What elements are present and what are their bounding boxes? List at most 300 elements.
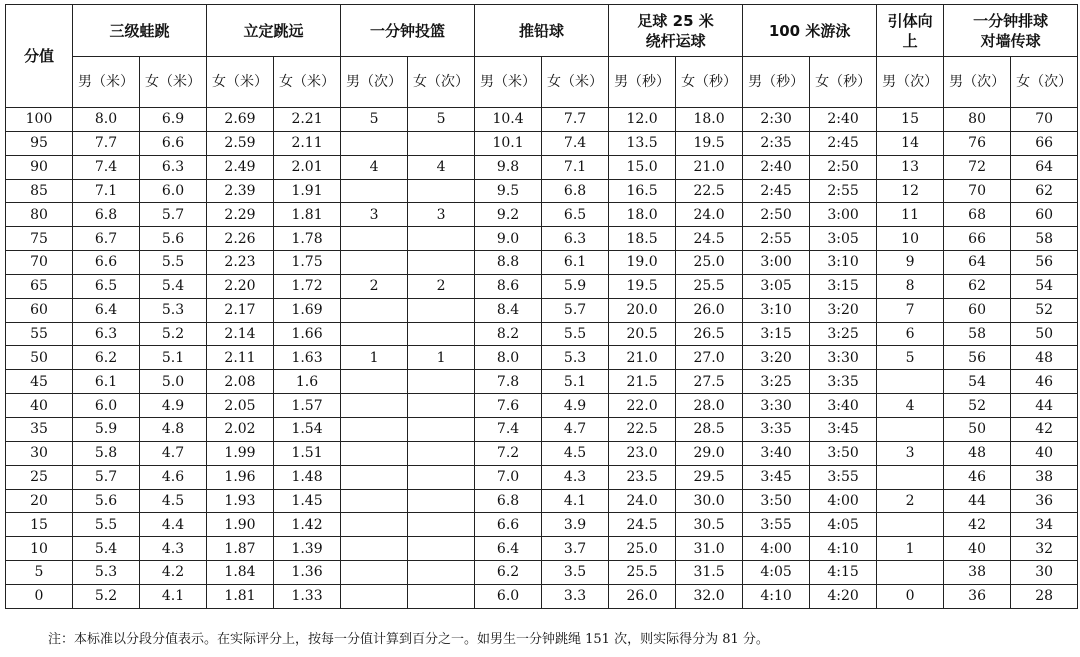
table-cell: 70 — [944, 179, 1011, 203]
table-cell: 22.5 — [609, 417, 676, 441]
table-cell: 46 — [1011, 370, 1078, 394]
table-cell: 1.75 — [274, 251, 341, 275]
table-cell: 21.0 — [676, 155, 743, 179]
table-cell: 1.81 — [274, 203, 341, 227]
table-cell: 2:35 — [743, 131, 810, 155]
table-cell: 13.5 — [609, 131, 676, 155]
sub-header: 男（米） — [475, 57, 542, 108]
table-cell: 5.1 — [542, 370, 609, 394]
score-value-cell: 50 — [6, 346, 73, 370]
table-cell — [408, 251, 475, 275]
table-cell — [341, 322, 408, 346]
table-row — [6, 108, 1078, 132]
table-cell: 28.5 — [676, 417, 743, 441]
table-cell: 4:20 — [810, 584, 877, 608]
table-cell: 9.5 — [475, 179, 542, 203]
table-cell — [877, 465, 944, 489]
table-cell: 25.5 — [609, 561, 676, 585]
table-cell — [341, 370, 408, 394]
table-cell: 58 — [944, 322, 1011, 346]
header-row-groups — [6, 5, 1078, 57]
score-value-cell: 40 — [6, 394, 73, 418]
table-cell: 38 — [944, 561, 1011, 585]
table-cell: 36 — [1011, 489, 1078, 513]
table-cell: 4:10 — [743, 584, 810, 608]
table-cell: 1.63 — [274, 346, 341, 370]
table-cell: 4.5 — [542, 441, 609, 465]
table-cell: 3:35 — [743, 417, 810, 441]
table-cell: 4.7 — [140, 441, 207, 465]
table-cell: 4.3 — [140, 537, 207, 561]
table-cell: 3:05 — [810, 227, 877, 251]
table-cell: 66 — [944, 227, 1011, 251]
table-cell: 14 — [877, 131, 944, 155]
table-cell: 4.1 — [542, 489, 609, 513]
table-cell: 1 — [408, 346, 475, 370]
table-row — [6, 441, 1078, 465]
table-cell: 21.0 — [609, 346, 676, 370]
table-cell — [408, 227, 475, 251]
table-cell: 7.1 — [73, 179, 140, 203]
table-cell: 2:40 — [743, 155, 810, 179]
table-cell: 31.0 — [676, 537, 743, 561]
table-cell: 3:00 — [743, 251, 810, 275]
table-cell: 1.57 — [274, 394, 341, 418]
table-row — [6, 298, 1078, 322]
table-cell: 6.0 — [73, 394, 140, 418]
table-cell: 10.1 — [475, 131, 542, 155]
table-cell: 44 — [1011, 394, 1078, 418]
table-cell: 6.3 — [73, 322, 140, 346]
table-cell: 4:05 — [743, 561, 810, 585]
table-cell: 34 — [1011, 513, 1078, 537]
table-cell: 50 — [944, 417, 1011, 441]
table-cell: 1.96 — [207, 465, 274, 489]
table-cell — [408, 584, 475, 608]
table-cell: 1.66 — [274, 322, 341, 346]
table-cell: 32 — [1011, 537, 1078, 561]
table-cell: 8 — [877, 274, 944, 298]
group-header-shot-put: 推铅球 — [475, 5, 609, 57]
table-cell — [341, 561, 408, 585]
table-row — [6, 537, 1078, 561]
table-cell: 5.7 — [542, 298, 609, 322]
table-cell — [341, 227, 408, 251]
table-cell — [408, 131, 475, 155]
table-cell: 4 — [408, 155, 475, 179]
table-cell: 12.0 — [609, 108, 676, 132]
table-cell — [341, 465, 408, 489]
table-cell: 2:55 — [810, 179, 877, 203]
table-cell: 4 — [341, 155, 408, 179]
table-cell: 5.7 — [140, 203, 207, 227]
table-cell: 7.1 — [542, 155, 609, 179]
table-cell — [341, 489, 408, 513]
group-header-triple-jump: 三级蛙跳 — [73, 5, 207, 57]
table-cell: 8.8 — [475, 251, 542, 275]
sub-header: 女（秒） — [810, 57, 877, 108]
table-cell: 3:55 — [743, 513, 810, 537]
score-value-cell: 0 — [6, 584, 73, 608]
table-cell: 5.3 — [140, 298, 207, 322]
table-cell: 3:10 — [743, 298, 810, 322]
table-cell: 5.2 — [73, 584, 140, 608]
table-cell: 3 — [341, 203, 408, 227]
table-cell: 4.8 — [140, 417, 207, 441]
table-cell: 1.54 — [274, 417, 341, 441]
table-cell: 38 — [1011, 465, 1078, 489]
table-row — [6, 179, 1078, 203]
table-cell: 56 — [944, 346, 1011, 370]
table-cell: 7.7 — [73, 131, 140, 155]
table-cell — [341, 394, 408, 418]
table-cell: 8.0 — [475, 346, 542, 370]
table-cell: 2 — [877, 489, 944, 513]
table-cell: 42 — [1011, 417, 1078, 441]
table-cell: 2 — [341, 274, 408, 298]
table-cell: 9.0 — [475, 227, 542, 251]
table-cell: 3.3 — [542, 584, 609, 608]
table-cell: 26.0 — [609, 584, 676, 608]
table-row — [6, 203, 1078, 227]
table-cell: 12 — [877, 179, 944, 203]
table-cell: 5 — [877, 346, 944, 370]
table-cell: 7.4 — [73, 155, 140, 179]
table-row — [6, 489, 1078, 513]
sub-header: 女（次） — [1011, 57, 1078, 108]
table-cell: 6.4 — [73, 298, 140, 322]
sub-header: 女（秒） — [676, 57, 743, 108]
table-cell: 5 — [341, 108, 408, 132]
table-cell: 1.91 — [274, 179, 341, 203]
table-cell: 44 — [944, 489, 1011, 513]
table-cell: 3:05 — [743, 274, 810, 298]
table-cell: 5.0 — [140, 370, 207, 394]
table-cell: 48 — [1011, 346, 1078, 370]
table-cell: 10 — [877, 227, 944, 251]
table-cell: 1.45 — [274, 489, 341, 513]
table-cell: 3:10 — [810, 251, 877, 275]
table-cell: 6.6 — [475, 513, 542, 537]
table-cell: 13 — [877, 155, 944, 179]
table-cell — [877, 513, 944, 537]
table-cell: 24.5 — [609, 513, 676, 537]
table-cell: 8.2 — [475, 322, 542, 346]
table-cell: 3:50 — [743, 489, 810, 513]
table-cell — [877, 370, 944, 394]
group-header-basketball-shooting: 一分钟投篮 — [341, 5, 475, 57]
table-cell — [341, 441, 408, 465]
table-row — [6, 131, 1078, 155]
table-cell: 7.4 — [542, 131, 609, 155]
score-value-cell: 30 — [6, 441, 73, 465]
group-header-volleyball-pass: 一分钟排球 对墙传球 — [944, 5, 1078, 57]
table-cell: 2.23 — [207, 251, 274, 275]
sub-header: 女（次） — [408, 57, 475, 108]
table-row — [6, 274, 1078, 298]
table-cell: 2.69 — [207, 108, 274, 132]
table-cell — [408, 441, 475, 465]
table-cell: 2:30 — [743, 108, 810, 132]
table-cell: 40 — [1011, 441, 1078, 465]
table-cell: 27.5 — [676, 370, 743, 394]
table-cell: 10.4 — [475, 108, 542, 132]
table-cell — [408, 417, 475, 441]
score-value-cell: 10 — [6, 537, 73, 561]
table-cell: 80 — [944, 108, 1011, 132]
table-cell: 3:30 — [743, 394, 810, 418]
sub-header: 女（米） — [274, 57, 341, 108]
table-cell: 2.08 — [207, 370, 274, 394]
table-cell: 5.8 — [73, 441, 140, 465]
table-cell: 2.01 — [274, 155, 341, 179]
table-cell: 1.93 — [207, 489, 274, 513]
table-cell: 25.0 — [676, 251, 743, 275]
score-value-cell: 25 — [6, 465, 73, 489]
table-cell: 3:20 — [810, 298, 877, 322]
table-cell: 46 — [944, 465, 1011, 489]
table-cell: 3:40 — [743, 441, 810, 465]
score-value-cell: 75 — [6, 227, 73, 251]
table-cell: 1 — [877, 537, 944, 561]
score-value-cell: 80 — [6, 203, 73, 227]
score-value-cell: 90 — [6, 155, 73, 179]
table-row — [6, 227, 1078, 251]
table-cell: 4:00 — [743, 537, 810, 561]
table-cell: 2.05 — [207, 394, 274, 418]
table-cell: 3:00 — [810, 203, 877, 227]
table-cell: 24.0 — [676, 203, 743, 227]
table-cell: 2:55 — [743, 227, 810, 251]
table-cell: 3 — [408, 203, 475, 227]
score-value-cell: 65 — [6, 274, 73, 298]
table-cell — [408, 179, 475, 203]
table-cell: 6.8 — [475, 489, 542, 513]
table-cell: 3.7 — [542, 537, 609, 561]
table-cell: 5 — [408, 108, 475, 132]
table-cell: 70 — [1011, 108, 1078, 132]
table-cell: 6.8 — [542, 179, 609, 203]
table-cell: 5.5 — [140, 251, 207, 275]
table-cell: 5.2 — [140, 322, 207, 346]
table-cell: 3 — [877, 441, 944, 465]
table-cell: 56 — [1011, 251, 1078, 275]
table-cell: 48 — [944, 441, 1011, 465]
table-cell: 8.4 — [475, 298, 542, 322]
table-cell: 4:10 — [810, 537, 877, 561]
table-cell: 1.42 — [274, 513, 341, 537]
table-cell: 21.5 — [609, 370, 676, 394]
table-cell — [408, 465, 475, 489]
table-cell: 66 — [1011, 131, 1078, 155]
table-cell: 3:30 — [810, 346, 877, 370]
table-cell: 24.5 — [676, 227, 743, 251]
table-cell: 8.0 — [73, 108, 140, 132]
table-cell: 1.72 — [274, 274, 341, 298]
table-cell: 1.69 — [274, 298, 341, 322]
table-cell: 18.0 — [676, 108, 743, 132]
table-cell: 22.0 — [609, 394, 676, 418]
table-cell: 5.3 — [73, 561, 140, 585]
table-cell: 23.5 — [609, 465, 676, 489]
table-cell: 1 — [341, 346, 408, 370]
table-cell — [408, 489, 475, 513]
table-cell: 4.3 — [542, 465, 609, 489]
table-cell: 2.11 — [207, 346, 274, 370]
table-cell: 3:15 — [810, 274, 877, 298]
sub-header: 男（米） — [73, 57, 140, 108]
table-cell: 4.4 — [140, 513, 207, 537]
table-cell: 7 — [877, 298, 944, 322]
table-cell: 6.8 — [73, 203, 140, 227]
table-cell: 5.7 — [73, 465, 140, 489]
table-cell: 2.26 — [207, 227, 274, 251]
table-cell: 3:40 — [810, 394, 877, 418]
table-cell: 1.81 — [207, 584, 274, 608]
table-cell: 3:15 — [743, 322, 810, 346]
sub-header: 男（秒） — [743, 57, 810, 108]
table-cell: 40 — [944, 537, 1011, 561]
table-cell: 64 — [1011, 155, 1078, 179]
table-cell: 4 — [877, 394, 944, 418]
table-cell — [408, 370, 475, 394]
table-cell: 6.2 — [475, 561, 542, 585]
table-cell: 28.0 — [676, 394, 743, 418]
table-cell: 6.1 — [73, 370, 140, 394]
table-cell: 7.6 — [475, 394, 542, 418]
table-cell: 1.33 — [274, 584, 341, 608]
table-cell — [341, 537, 408, 561]
table-cell — [341, 179, 408, 203]
group-header-football-dribble: 足球 25 米 绕杆运球 — [609, 5, 743, 57]
table-cell — [341, 298, 408, 322]
table-cell — [408, 537, 475, 561]
table-cell — [408, 322, 475, 346]
table-cell: 6 — [877, 322, 944, 346]
table-cell: 27.0 — [676, 346, 743, 370]
table-cell: 5.6 — [140, 227, 207, 251]
sub-header: 男（次） — [341, 57, 408, 108]
table-cell: 30.5 — [676, 513, 743, 537]
table-cell: 3:25 — [810, 322, 877, 346]
table-cell: 2:50 — [810, 155, 877, 179]
table-cell: 3.5 — [542, 561, 609, 585]
table-cell: 7.4 — [475, 417, 542, 441]
table-cell: 1.36 — [274, 561, 341, 585]
table-cell: 2.14 — [207, 322, 274, 346]
table-cell: 4:15 — [810, 561, 877, 585]
table-cell — [408, 394, 475, 418]
table-cell: 2.11 — [274, 131, 341, 155]
table-cell: 2.39 — [207, 179, 274, 203]
table-cell: 3:25 — [743, 370, 810, 394]
table-cell: 6.5 — [542, 203, 609, 227]
table-cell: 6.4 — [475, 537, 542, 561]
table-row — [6, 584, 1078, 608]
header-row-units — [6, 57, 1078, 108]
table-cell: 2:45 — [743, 179, 810, 203]
table-cell: 2.02 — [207, 417, 274, 441]
table-cell: 3:50 — [810, 441, 877, 465]
table-cell: 6.3 — [140, 155, 207, 179]
table-cell — [408, 561, 475, 585]
table-row — [6, 251, 1078, 275]
table-cell: 52 — [944, 394, 1011, 418]
table-cell: 19.0 — [609, 251, 676, 275]
table-cell: 30.0 — [676, 489, 743, 513]
table-cell: 1.78 — [274, 227, 341, 251]
table-cell: 54 — [1011, 274, 1078, 298]
table-cell: 2.17 — [207, 298, 274, 322]
score-value-cell: 70 — [6, 251, 73, 275]
table-cell: 11 — [877, 203, 944, 227]
table-cell: 2.49 — [207, 155, 274, 179]
table-cell: 5.5 — [73, 513, 140, 537]
table-cell: 50 — [1011, 322, 1078, 346]
table-cell: 16.5 — [609, 179, 676, 203]
table-cell: 5.4 — [73, 537, 140, 561]
table-cell: 4.9 — [542, 394, 609, 418]
table-body — [6, 108, 1078, 609]
footnote: 注：本标准以分段分值表示。在实际评分上，按每一分值计算到百分之一。如男生一分钟跳绳 151 次，则实际得分为 81 分。 — [48, 632, 769, 647]
table-row — [6, 513, 1078, 537]
table-cell: 3:45 — [743, 465, 810, 489]
table-cell: 4.1 — [140, 584, 207, 608]
table-cell: 52 — [1011, 298, 1078, 322]
table-cell: 2.20 — [207, 274, 274, 298]
table-cell: 30 — [1011, 561, 1078, 585]
table-cell — [408, 513, 475, 537]
table-row — [6, 370, 1078, 394]
table-cell: 2.59 — [207, 131, 274, 155]
table-cell: 2.29 — [207, 203, 274, 227]
table-cell: 76 — [944, 131, 1011, 155]
table-cell: 29.0 — [676, 441, 743, 465]
table-cell: 25.5 — [676, 274, 743, 298]
table-cell: 3:20 — [743, 346, 810, 370]
table-cell: 1.6 — [274, 370, 341, 394]
table-cell: 6.9 — [140, 108, 207, 132]
table-cell: 5.9 — [542, 274, 609, 298]
sub-header: 男（秒） — [609, 57, 676, 108]
table-cell: 19.5 — [609, 274, 676, 298]
table-cell — [408, 298, 475, 322]
table-cell — [341, 417, 408, 441]
table-cell: 5.1 — [140, 346, 207, 370]
table-cell: 4:00 — [810, 489, 877, 513]
table-cell: 29.5 — [676, 465, 743, 489]
table-cell: 15.0 — [609, 155, 676, 179]
table-cell: 54 — [944, 370, 1011, 394]
table-cell: 3:45 — [810, 417, 877, 441]
table-cell: 22.5 — [676, 179, 743, 203]
score-value-cell: 35 — [6, 417, 73, 441]
table-cell: 4.9 — [140, 394, 207, 418]
table-cell: 5.5 — [542, 322, 609, 346]
group-header-pull-up: 引体向 上 — [877, 5, 944, 57]
table-cell: 1.51 — [274, 441, 341, 465]
table-cell — [341, 513, 408, 537]
table-cell: 8.6 — [475, 274, 542, 298]
table-cell: 6.6 — [140, 131, 207, 155]
table-cell — [341, 131, 408, 155]
table-row — [6, 417, 1078, 441]
table-cell: 4.7 — [542, 417, 609, 441]
table-cell: 20.0 — [609, 298, 676, 322]
table-cell — [877, 561, 944, 585]
score-value-cell: 100 — [6, 108, 73, 132]
table-cell — [877, 417, 944, 441]
